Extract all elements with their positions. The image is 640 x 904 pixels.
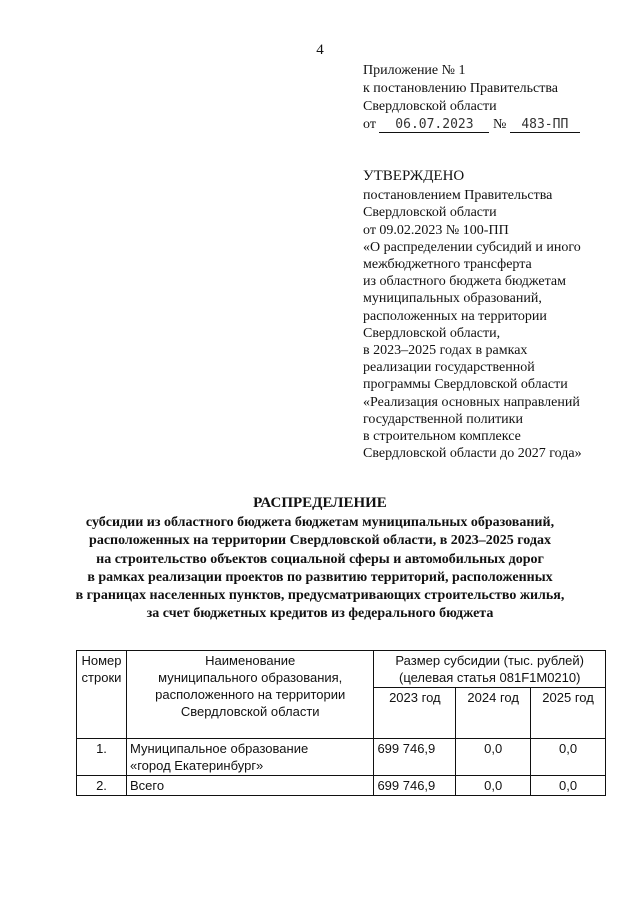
row-value-2024: 0,0 <box>456 739 531 776</box>
row-value-2024: 0,0 <box>456 776 531 796</box>
row-municipality <box>126 739 373 776</box>
distribution-table <box>76 650 606 796</box>
document-title <box>40 494 600 623</box>
header-year-2025: 2025 год <box>531 688 606 739</box>
decree-date: 06.07.2023 <box>379 117 489 133</box>
title-line: за счет бюджетных кредитов из федерального бюджета <box>146 606 494 622</box>
approved-line: государственной политики <box>363 411 523 427</box>
header-text: муниципального образования, <box>158 670 343 685</box>
appendix-block <box>363 62 628 134</box>
appendix-line: к постановлению Правительства <box>363 81 559 96</box>
approved-line: программы Свердловской области <box>363 377 568 393</box>
approved-line: в строительном комплексе <box>363 429 521 445</box>
approved-line: расположенных на территории <box>363 308 547 324</box>
row-value-2023: 699 746,9 <box>374 739 456 776</box>
decree-number: 483-ПП <box>510 117 580 133</box>
header-year-2024: 2024 год <box>456 688 531 739</box>
approved-heading: УТВЕРЖДЕНО <box>363 168 465 184</box>
title-line: расположенных на территории Свердловской области, в 2023–2025 годах <box>89 533 551 549</box>
table-header-row <box>77 651 606 688</box>
approved-line: муниципальных образований, <box>363 291 542 307</box>
header-text: Свердловской области <box>180 704 320 719</box>
approved-line: Свердловской области, <box>363 325 501 341</box>
from-label: от <box>363 117 376 132</box>
approved-line: в 2023–2025 годах в рамках <box>363 343 528 359</box>
header-text: строки <box>81 670 122 685</box>
table-row-total <box>77 776 606 796</box>
approved-line: Свердловской области до 2027 года» <box>363 446 582 462</box>
cell-text: Всего <box>129 778 165 793</box>
row-number: 2. <box>77 776 127 796</box>
header-row-number <box>77 651 127 739</box>
title-line: в рамках реализации проектов по развитию территорий, расположенных <box>87 569 553 585</box>
header-text: Номер <box>81 653 122 668</box>
approved-line: реализации государственной <box>363 360 535 376</box>
header-text: Наименование <box>205 653 296 668</box>
header-text: расположенного на территории <box>155 687 346 702</box>
approved-line: постановлением Правительства <box>363 188 553 204</box>
approved-line: Свердловской области <box>363 205 497 221</box>
table-row <box>77 739 606 776</box>
row-municipality <box>126 776 373 796</box>
row-value-2023: 699 746,9 <box>374 776 456 796</box>
approved-line: из областного бюджета бюджетам <box>363 274 566 290</box>
header-subsidy-amount <box>374 651 606 688</box>
title-line: в границах населенных пунктов, предусматривающих строительство жилья, <box>75 588 565 604</box>
appendix-line: Приложение № 1 <box>363 63 466 78</box>
approved-line: «О распределении субсидий и иного <box>363 239 581 255</box>
title-line: субсидии из областного бюджета бюджетам муниципальных образований, <box>85 515 555 531</box>
header-text: (целевая статья 081F1M0210) <box>398 670 581 685</box>
page-number: 4 <box>316 42 324 58</box>
header-municipality <box>126 651 373 739</box>
number-label: № <box>492 117 507 132</box>
approved-line: от 09.02.2023 № 100-ПП <box>363 222 509 238</box>
cell-text: Муниципальное образование <box>129 741 309 756</box>
appendix-line: Свердловской области <box>363 99 497 114</box>
row-value-2025: 0,0 <box>531 739 606 776</box>
approved-line: «Реализация основных направлений <box>363 394 580 410</box>
approved-block <box>363 168 628 462</box>
title-main: РАСПРЕДЕЛЕНИЕ <box>253 495 387 511</box>
header-year-2023: 2023 год <box>374 688 456 739</box>
row-value-2025: 0,0 <box>531 776 606 796</box>
appendix-date-row <box>363 116 628 134</box>
title-line: на строительство объектов социальной сферы и автомобильных дорог <box>96 551 544 567</box>
header-text: Размер субсидии (тыс. рублей) <box>395 653 584 668</box>
cell-text: «город Екатеринбург» <box>129 758 264 773</box>
approved-line: межбюджетного трансферта <box>363 257 532 273</box>
row-number: 1. <box>77 739 127 776</box>
